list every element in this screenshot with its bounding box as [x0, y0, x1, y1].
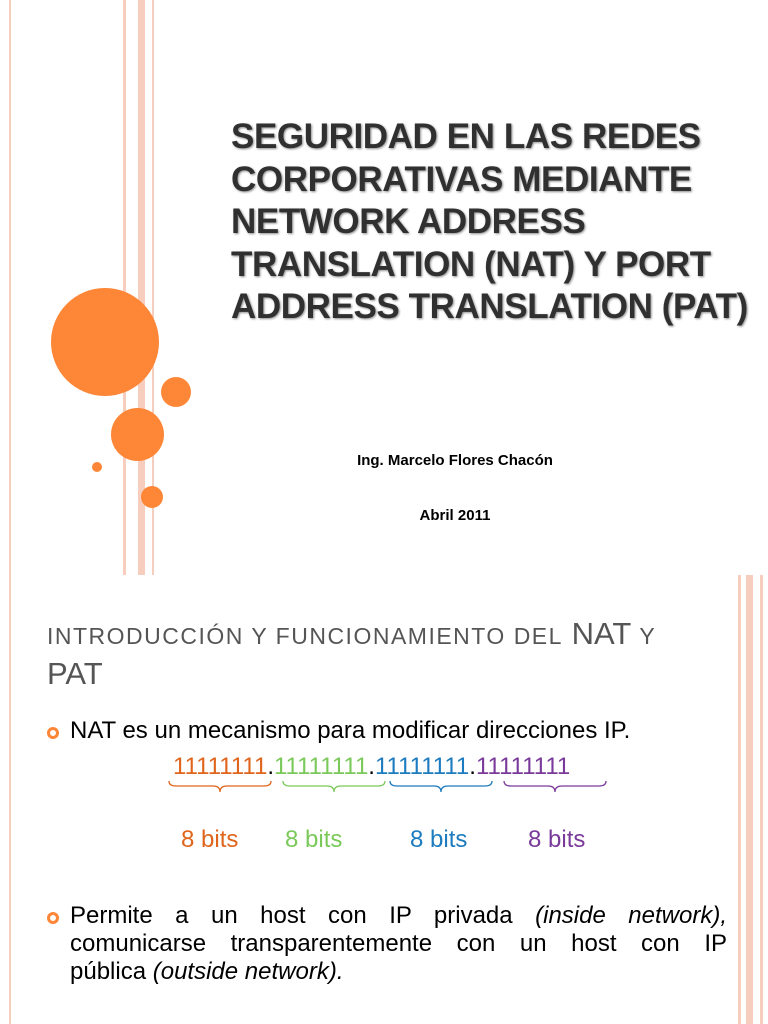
decorative-circle: [51, 288, 159, 396]
slide-title-line2: PAT: [47, 656, 103, 691]
octet-separator: .: [368, 753, 375, 780]
bullet2-italic-inside: (inside network),: [535, 902, 727, 929]
octet-brace-3: [389, 780, 493, 794]
decorative-circle: [111, 408, 164, 461]
octet-brace-4: [503, 780, 607, 794]
bullet2-line2: comunicarse transparentemente con un host con IP: [70, 930, 727, 957]
binary-ip-address: [173, 753, 570, 781]
decorative-stripe: [9, 575, 11, 1024]
content-slide: [0, 575, 768, 1024]
bullet-nat-definition: NAT es un mecanismo para modificar direcciones IP.: [70, 717, 631, 744]
octet-3: 11111111: [374, 753, 470, 780]
octet-separator: .: [469, 753, 476, 780]
octet-1: 11111111: [173, 753, 268, 780]
decorative-circle: [161, 377, 191, 407]
decorative-stripe: [738, 575, 741, 1024]
slide-title-y: Y: [639, 623, 657, 649]
slide-title-part1: INTRODUCCIÓN Y FUNCIONAMIENTO DEL: [47, 623, 563, 649]
octet-2: 11111111: [273, 753, 369, 780]
octet-brace-2: [282, 780, 386, 794]
bits-label-1: 8 bits: [181, 826, 239, 853]
bullet-pat-description: [70, 902, 727, 986]
decorative-stripe: [123, 0, 126, 575]
bits-label-2: 8 bits: [285, 826, 343, 853]
decorative-stripe: [746, 575, 753, 1024]
decorative-circle: [92, 462, 102, 472]
bullet-circle-icon: [47, 912, 59, 924]
octet-4: 11111111: [475, 753, 571, 780]
bullet2-line3: [70, 958, 727, 986]
presentation-title: SEGURIDAD EN LAS REDES CORPORATIVAS MEDIANTE NETWORK ADDRESS TRANSLATION (NAT) Y PORT ADDRESS TRANSLATION (PAT): [231, 117, 748, 326]
bits-label-4: 8 bits: [528, 826, 586, 853]
decorative-stripe: [760, 575, 763, 1024]
presentation-date: Abril 2011: [419, 507, 491, 524]
bullet-circle-icon: [47, 727, 59, 739]
bullet2-line1: [70, 902, 727, 930]
octet-brace-1: [168, 780, 272, 794]
octet-separator: .: [267, 753, 274, 780]
bullet2-italic-outside: (outside network).: [152, 958, 344, 985]
bullet2-text: pública: [70, 958, 147, 985]
author-name: Ing. Marcelo Flores Chacón: [357, 452, 553, 469]
decorative-stripe: [9, 0, 11, 575]
slide-title: [47, 615, 737, 692]
decorative-circle: [141, 486, 163, 508]
bullet2-text: Permite a un host con IP privada: [70, 902, 513, 929]
bits-label-3: 8 bits: [410, 826, 468, 853]
slide-title-nat: NAT: [571, 616, 631, 651]
